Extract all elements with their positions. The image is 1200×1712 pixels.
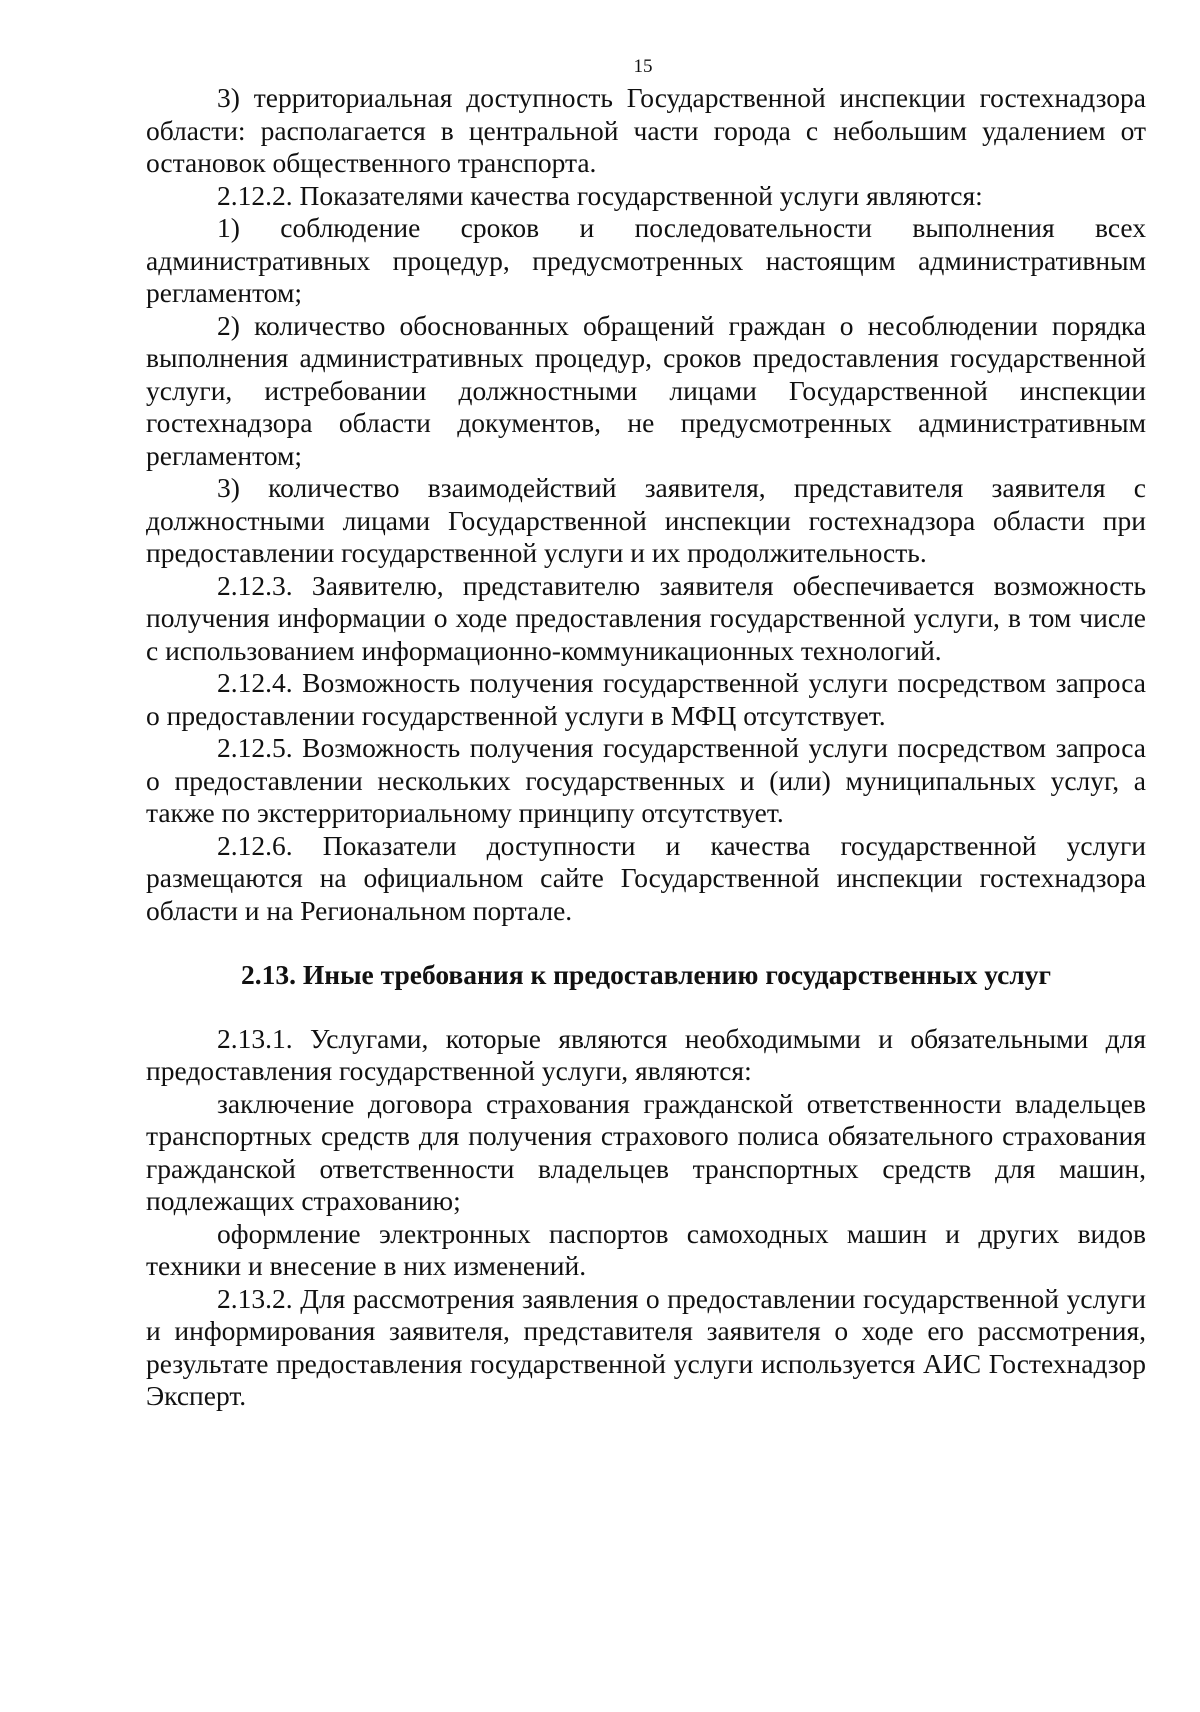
paragraph-quality-3: 3) количество взаимодействий заявителя, представителя заявителя с должностными лицами Государственной инспекции гостехнадзора области при предоставлении государственной услуги и их продолжительность. (146, 472, 1146, 568)
page-number: 15 (633, 56, 653, 77)
section-heading-2-13: 2.13. Иные требования к предоставлению государственных услуг (240, 959, 1052, 990)
paragraph-accessibility-3: 3) территориальная доступность Государственной инспекции гостехнадзора области: располагается в центральной части города с небольшим удалением от остановок общественного транспорта. (146, 82, 1146, 178)
paragraph-2-13-2: 2.13.2. Для рассмотрения заявления о предоставлении государственной услуги и информирования заявителя, представителя заявителя о ходе его рассмотрения, результате предоставления государственной услуги используется АИС Гостехнадзор Эксперт. (146, 1282, 1146, 1411)
paragraph-2-12-5: 2.12.5. Возможность получения государственной услуги посредством запроса о предоставлении нескольких государственных и (или) муниципальных услуг, а также по экстерриториальному принципу отсутствует. (146, 732, 1146, 828)
document-body (146, 82, 1146, 1413)
paragraph-insurance-contract: заключение договора страхования гражданской ответственности владельцев транспортных средств для получения страхового полиса обязательного страхования гражданской ответственности владельцев транспортных средств для машин, подлежащих страхованию; (146, 1087, 1146, 1216)
paragraph-quality-1: 1) соблюдение сроков и последовательности выполнения всех административных процедур, предусмотренных настоящим административным регламентом; (146, 212, 1146, 308)
paragraph-2-13-1: 2.13.1. Услугами, которые являются необходимыми и обязательными для предоставления государственной услуги, являются: (146, 1022, 1146, 1086)
paragraph-electronic-passports: оформление электронных паспортов самоходных машин и других видов техники и внесение в них изменений. (146, 1217, 1146, 1281)
paragraph-quality-2: 2) количество обоснованных обращений граждан о несоблюдении порядка выполнения административных процедур, сроков предоставления государственной услуги, истребовании должностными лицами Государственной инспекции гостехнадзора области документов, не предусмотренных административным регламентом; (146, 309, 1146, 471)
paragraph-2-12-2: 2.12.2. Показателями качества государственной услуги являются: (217, 179, 983, 211)
paragraph-2-12-3: 2.12.3. Заявителю, представителю заявителя обеспечивается возможность получения информации о ходе предоставления государственной услуги, в том числе с использованием информационно-коммуникационных технологий. (146, 569, 1146, 666)
paragraph-2-12-4: 2.12.4. Возможность получения государственной услуги посредством запроса о предоставлении государственной услуги в МФЦ отсутствует. (146, 667, 1146, 731)
paragraph-2-12-6: 2.12.6. Показатели доступности и качества государственной услуги размещаются на официальном сайте Государственной инспекции гостехнадзора области и на Региональном портале. (146, 829, 1146, 926)
